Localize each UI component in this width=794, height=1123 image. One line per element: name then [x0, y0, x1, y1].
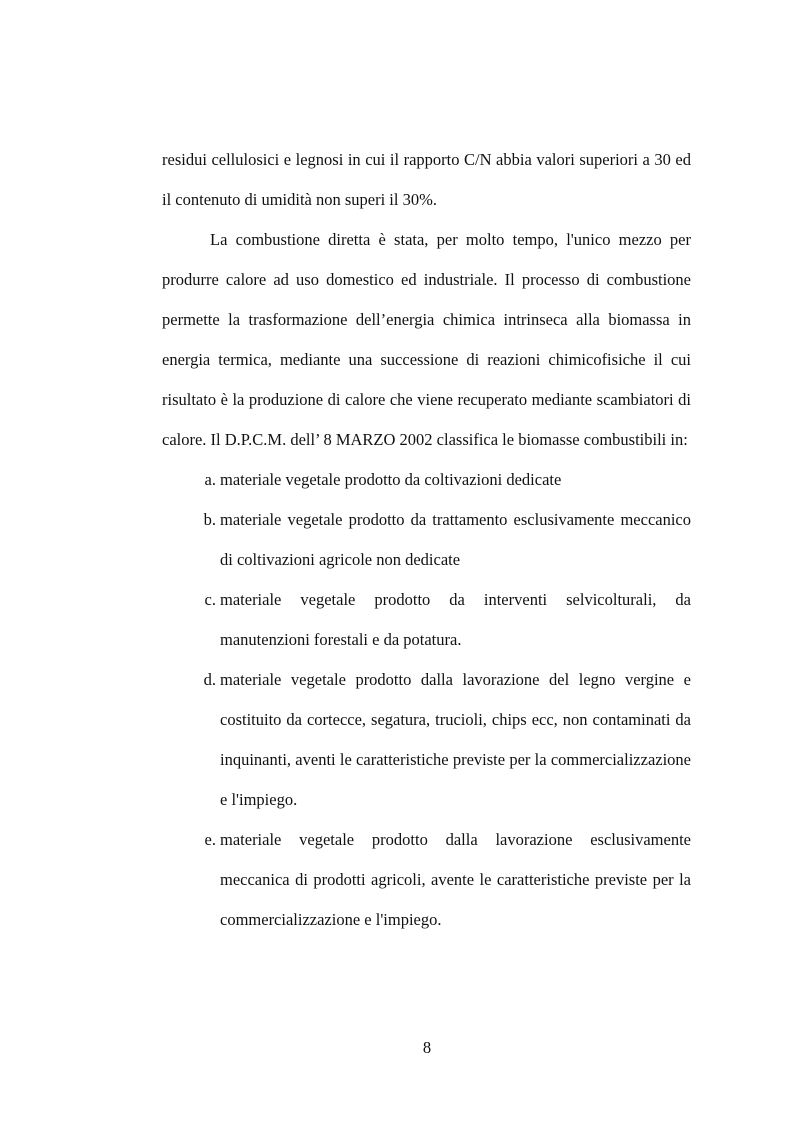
list-item [204, 820, 691, 940]
paragraph-continuation: residui cellulosici e legnosi in cui il rapporto C/N abbia valori superiori a 30 ed il contenuto di umidità non superi il 30%. [162, 150, 691, 209]
list-item [203, 500, 691, 580]
list-item [204, 460, 691, 500]
list-item-text: materiale vegetale prodotto da coltivazioni dedicate [220, 470, 562, 489]
list-item [203, 660, 691, 820]
list-item-text: materiale vegetale prodotto dalla lavorazione del legno vergine e costituito da cortecce, segatura, trucioli, chips ecc, non contaminati da inquinanti, aventi le caratteristiche previste per la commercializzazione e l'impiego. [220, 670, 691, 809]
list-item-text: materiale vegetale prodotto da trattamento esclusivamente meccanico di coltivazioni agricole non dedicate [220, 510, 691, 569]
list-marker: b. [203, 510, 216, 529]
list-item-text: materiale vegetale prodotto da interventi selvicolturali, da manutenzioni forestali e da potatura. [220, 590, 691, 649]
list-item-text: materiale vegetale prodotto dalla lavorazione esclusivamente meccanica di prodotti agricoli, avente le caratteristiche previste per la commercializzazione e l'impiego. [220, 830, 691, 929]
list-marker: d. [203, 670, 216, 689]
page-number: 8 [422, 1038, 432, 1057]
list-marker: c. [204, 590, 216, 609]
paragraph-combustion: La combustione diretta è stata, per molto tempo, l'unico mezzo per produrre calore ad uso domestico ed industriale. Il processo di combustione permette la trasformazione dell’energia chimica intrinseca alla biomassa in energia termica, mediante una successione di reazioni chimicofisiche il cui risultato è la produzione di calore che viene recuperato mediante scambiatori di calore. Il D.P.C.M. dell’ 8 MARZO 2002 classifica le biomasse combustibili in: [162, 230, 691, 449]
list-marker: e. [204, 830, 216, 849]
body-text [162, 140, 691, 940]
list-marker: a. [204, 470, 216, 489]
list-item [204, 580, 691, 660]
biomass-list [162, 460, 691, 940]
